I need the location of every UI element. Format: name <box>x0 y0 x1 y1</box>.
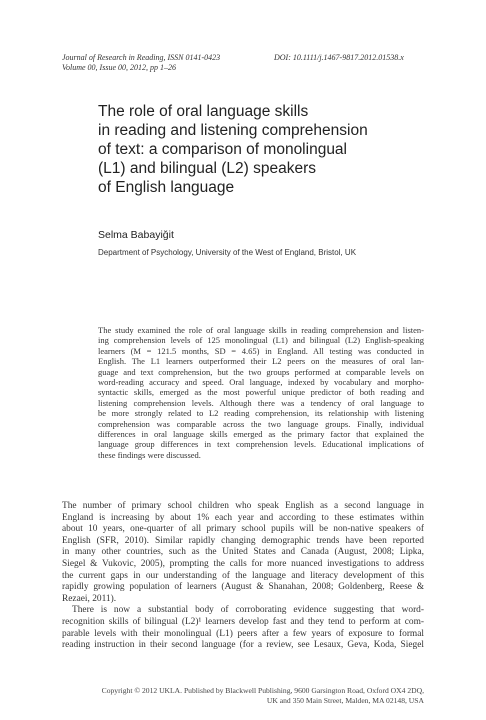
body-text <box>62 501 424 652</box>
abstract-line: these findings were discussed. <box>98 449 201 460</box>
journal-issn-line: Journal of Research in Reading, ISSN 0141-0423 <box>62 53 221 62</box>
abstract-line: language group differences in text comprehension levels. Educational implications of <box>98 439 424 450</box>
abstract-line: syntactic skills, emerged as the most powerful unique predictor of both reading and <box>98 387 424 398</box>
body-line: the current gaps in our understanding of the language and literacy development of this <box>62 570 424 581</box>
abstract-line: differences in oral language skills emerged as the primary factor that explained the <box>98 429 424 440</box>
abstract-line: The study examined the role of oral language skills in reading comprehension and listen- <box>98 325 424 335</box>
copyright-footer <box>102 686 424 705</box>
abstract-line: be more strongly related to L2 reading comprehension, its relationship with listening <box>98 408 424 419</box>
abstract <box>98 325 424 460</box>
title-line: of English language <box>98 179 235 196</box>
article-title <box>98 102 438 197</box>
body-line: English (SFR, 2010). Similar rapidly changing demographic trends have been reported <box>62 535 424 546</box>
abstract-line: ing comprehension levels of 125 monolingual (L1) and bilingual (L2) English-speaking <box>98 335 424 346</box>
copyright-line: UK and 350 Main Street, Malden, MA 02148, USA <box>266 695 424 705</box>
copyright-line: Copyright © 2012 UKLA. Published by Blackwell Publishing, 9600 Garsington Road, Oxford OX4 2DQ, <box>101 686 424 695</box>
body-line: Siegel & Vukovic, 2005), prompting the calls for more nuanced investigations to address <box>62 558 424 569</box>
body-line: parable levels with their monolingual (L1) peers after a few years of exposure to formal <box>62 628 424 639</box>
body-line: Rezaei, 2011). <box>62 593 117 604</box>
title-line: of text: a comparison of monolingual <box>98 141 347 158</box>
title-line: (L1) and bilingual (L2) speakers <box>98 160 316 177</box>
author-affiliation: Department of Psychology, University of the West of England, Bristol, UK <box>98 248 357 257</box>
body-line: recognition skills of bilingual (L2)¹ learners develop fast and they tend to perform at com- <box>62 616 424 627</box>
abstract-line: English. The L1 learners outperformed their L2 peers on the measures of oral lan- <box>98 356 424 367</box>
body-line: reading instruction in their second language (for a review, see Lesaux, Geva, Koda, Siegel <box>62 640 424 651</box>
body-line: about 10 years, one-quarter of all primary school pupils will be non-native speakers of <box>62 524 424 535</box>
doi-header <box>274 53 404 63</box>
abstract-line: word-reading accuracy and speed. Oral language, indexed by vocabulary and morpho- <box>98 377 424 388</box>
body-line: rapidly growing population of learners (August & Shanahan, 2008; Goldenberg, Reese & <box>62 582 424 593</box>
abstract-line: listening comprehension levels. Although there was a tendency of oral language to <box>98 397 424 408</box>
abstract-line: guage and text comprehension, but the two groups performed at comparable levels on <box>98 366 424 377</box>
body-line: in many other countries, such as the United States and Canada (August, 2008; Lipka, <box>62 547 424 558</box>
body-line: England is increasing by about 1% each year and according to these estimates within <box>62 512 424 523</box>
abstract-line: learners (M = 121.5 months, SD = 4.65) in England. All testing was conducted in <box>98 345 424 356</box>
body-line: The number of primary school children who speak English as a second language in <box>62 501 424 511</box>
journal-volume-line: Volume 00, Issue 00, 2012, pp 1–26 <box>62 63 176 72</box>
doi-link[interactable]: DOI: 10.1111/j.1467-9817.2012.01538.x <box>274 53 404 62</box>
body-line: There is now a substantial body of corroborating evidence suggesting that word- <box>72 605 424 616</box>
title-line: in reading and listening comprehension <box>98 122 368 139</box>
author-name: Selma Babayiğit <box>98 229 174 241</box>
title-line: The role of oral language skills <box>98 103 309 120</box>
journal-header <box>62 53 220 73</box>
abstract-line: comprehension was comparable across the two language groups. Finally, individual <box>98 418 424 429</box>
